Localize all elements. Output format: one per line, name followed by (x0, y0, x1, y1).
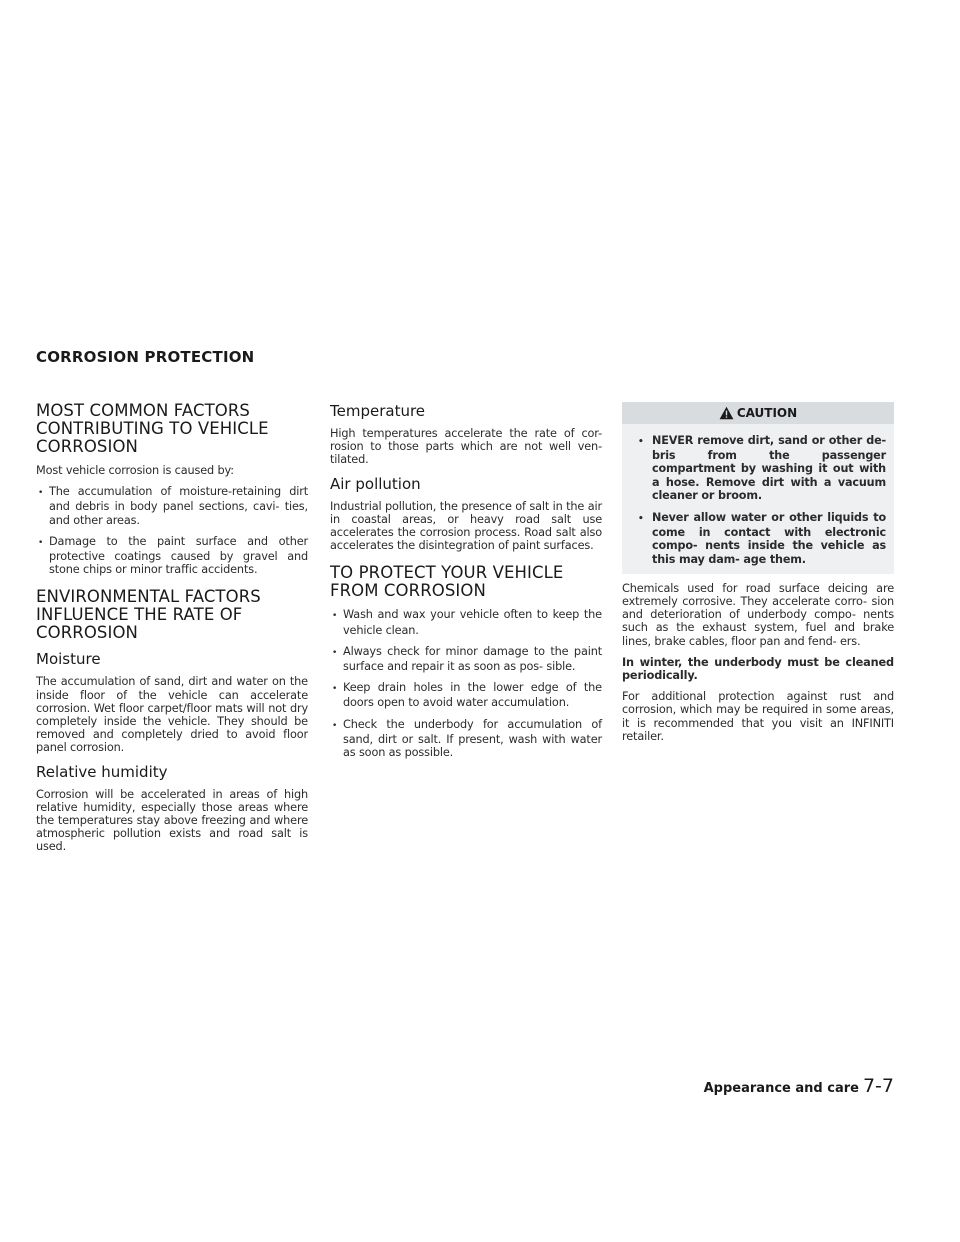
caution-label: CAUTION (736, 406, 798, 420)
list-item: • NEVER remove dirt, sand or other de- bris from the passenger compartment by washing it out with a hose. Remove dirt with a vacuum cleaner or broom. (638, 434, 886, 502)
list-item: • Damage to the paint surface and other protective coatings caused by gravel and stone chips or minor traffic accidents. (38, 534, 308, 577)
column-right (622, 402, 894, 751)
list-item: • Check the underbody for accumulation of sand, dirt or salt. If present, wash with water as soon as possible. (332, 717, 602, 760)
column-middle (330, 402, 602, 767)
list-item: • The accumulation of moisture-retaining dirt and debris in body panel sections, cavi- ties, and other areas. (38, 485, 308, 527)
bullet-icon: • (332, 611, 338, 622)
heading-environmental-factors: ENVIRONMENTAL FACTORS INFLUENCE THE RATE OF CORROSION (36, 587, 261, 643)
bullet-icon: • (332, 647, 338, 658)
caution-header (622, 402, 894, 424)
section-title: CORROSION PROTECTION (36, 348, 255, 366)
column-left (36, 402, 308, 862)
list-item: • Always check for minor damage to the paint surface and repair it as soon as pos- sible. (332, 644, 602, 674)
heading-air-pollution: Air pollution (330, 474, 421, 493)
temperature-text: High temperatures accelerate the rate of cor- rosion to those parts which are not well ven- tilated. (330, 427, 602, 467)
heading-relative-humidity: Relative humidity (36, 762, 168, 781)
list-item: • Never allow water or other liquids to come in contact with electronic compo- nents inside the vehicle as this may dam- age them. (638, 511, 886, 566)
factors-intro: Most vehicle corrosion is caused by: (36, 464, 234, 477)
protect-list (330, 608, 602, 759)
additional-protection-text: For additional protection against rust and corrosion, which may be required in some areas, it is recommended that you visit an INFINITI retailer. (622, 690, 894, 743)
heading-protect-vehicle: TO PROTECT YOUR VEHICLE FROM CORROSION (330, 563, 564, 601)
factors-list (36, 485, 308, 576)
footer-section-name: Appearance and care (703, 1081, 859, 1096)
heading-moisture: Moisture (36, 650, 101, 669)
moisture-text: The accumulation of sand, dirt and water on the inside floor of the vehicle can accelerate corrosion. Wet floor carpet/floor mats will not dry completely inside the vehicle. They should be removed and completely dried to avoid floor panel corrosion. (36, 675, 308, 755)
list-item: • Wash and wax your vehicle often to keep the vehicle clean. (332, 608, 602, 637)
list-item: • Keep drain holes in the lower edge of the doors open to avoid water accumulation. (332, 681, 602, 710)
bullet-icon: • (332, 720, 338, 731)
heading-temperature: Temperature (330, 402, 426, 420)
winter-text: In winter, the underbody must be cleaned periodically. (622, 655, 894, 683)
bullet-icon: • (38, 537, 44, 548)
bullet-icon: • (638, 437, 644, 447)
heading-common-factors: MOST COMMON FACTORS CONTRIBUTING TO VEHICLE CORROSION (36, 401, 269, 456)
warning-icon (719, 406, 734, 420)
bullet-icon: • (332, 684, 338, 695)
page-footer (704, 1075, 894, 1097)
humidity-text: Corrosion will be accelerated in areas of high relative humidity, especially those areas where the temperatures stay above freezing and where atmospheric pollution exists and road salt is used. (36, 787, 308, 854)
caution-box (622, 402, 894, 574)
bullet-icon: • (638, 514, 644, 525)
air-pollution-text: Industrial pollution, the presence of salt in the air in coastal areas, or heavy road salt use accelerates the corrosion process. Road salt also accelerates the disintegration of paint surfaces. (330, 499, 602, 553)
chemicals-text: Chemicals used for road surface deicing are extremely corrosive. They accelerate corro- sion and deterioration of underbody compo- nents such as the exhaust system, fuel and brake lines, brake cables, floor pan and fend- ers. (622, 581, 894, 648)
page-number: 7-7 (862, 1075, 894, 1097)
caution-list (632, 434, 886, 566)
bullet-icon: • (38, 488, 44, 499)
